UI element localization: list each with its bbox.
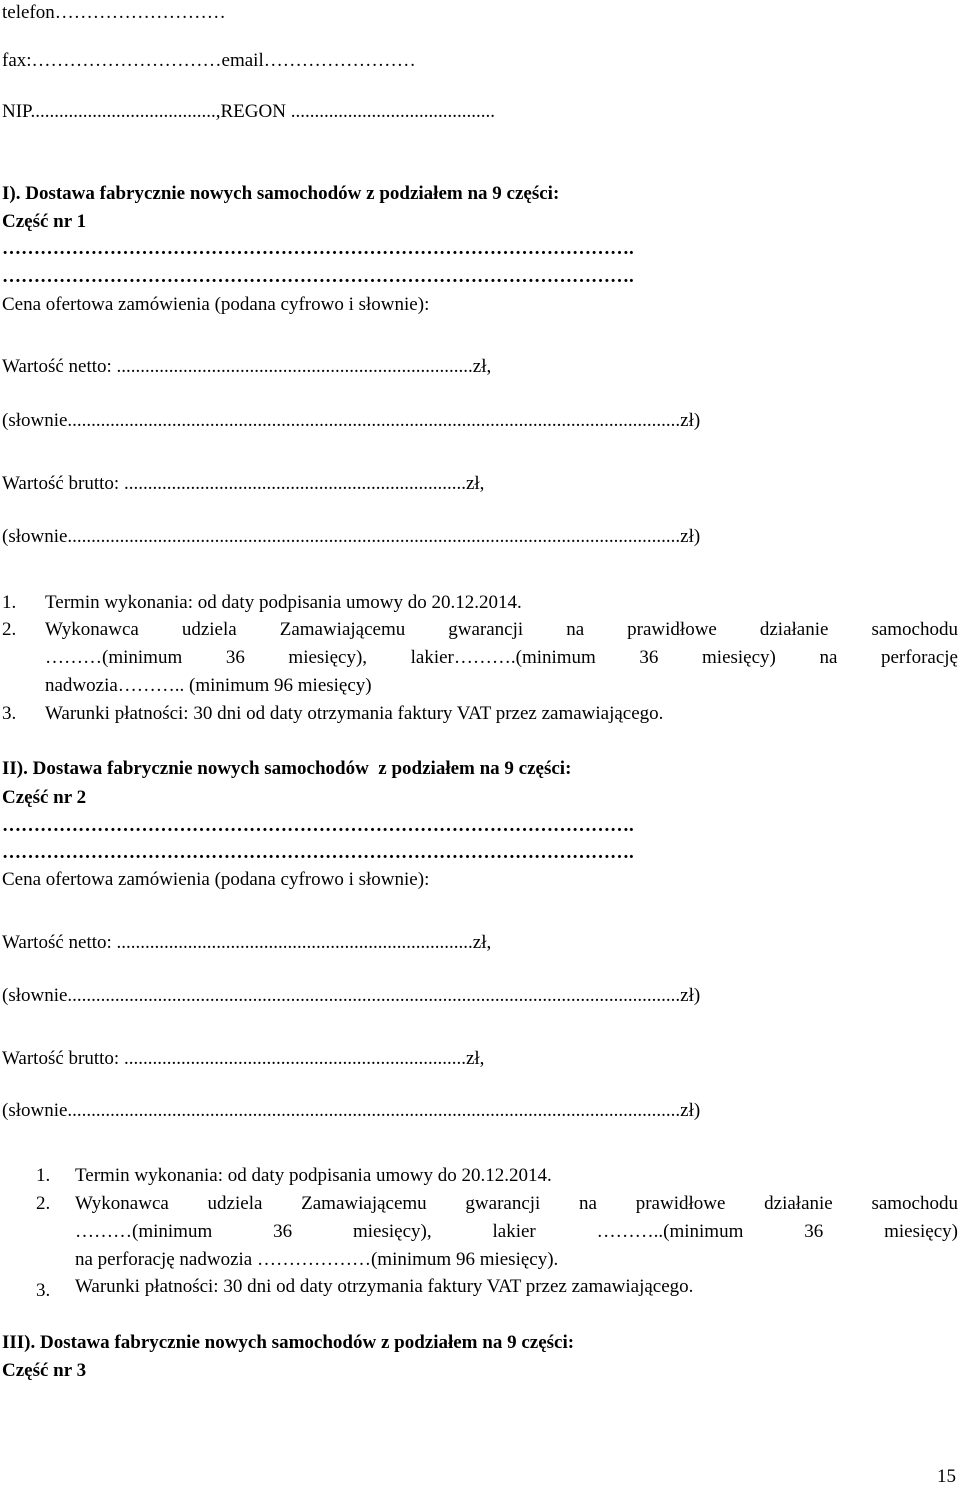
section-2-item-2 xyxy=(2,1193,958,1271)
fax-email-line: fax:…………………………email…………………… xyxy=(2,50,416,71)
section-2-brutto: Wartość brutto: ........................................................................zł, xyxy=(2,1048,485,1069)
item-text: nadwozia……….. (minimum 96 miesięcy) xyxy=(45,675,372,696)
section-2-price-label: Cena ofertowa zamówienia (podana cyfrowo i słownie): xyxy=(2,869,430,890)
item-text: ………(minimum 36 miesięcy), lakier……….(minimum 36 miesięcy) na perforację xyxy=(45,647,958,668)
item-number: 1. xyxy=(2,592,17,613)
telefon-line: telefon……………………… xyxy=(2,2,226,23)
section-2-heading: II). Dostawa fabrycznie nowych samochodów z podziałem na 9 części: xyxy=(2,758,572,779)
section-1-price-label: Cena ofertowa zamówienia (podana cyfrowo i słownie): xyxy=(2,294,430,315)
item-text: Warunki płatności: 30 dni od daty otrzymania faktury VAT przez zamawiającego. xyxy=(75,1276,694,1297)
item-text: na perforację nadwozia ………………(minimum 96 miesięcy). xyxy=(75,1249,559,1270)
item-number: 2. xyxy=(36,1193,51,1214)
section-2-dots-2: ………………………………………………………………………………………. xyxy=(2,842,634,863)
page-number: 15 xyxy=(937,1466,956,1487)
section-1-item-2 xyxy=(2,619,958,697)
item-number: 3. xyxy=(36,1280,51,1301)
section-1-dots-2: ………………………………………………………………………………………. xyxy=(2,266,634,287)
item-text: ………(minimum 36 miesięcy), lakier ………..(minimum 36 miesięcy) xyxy=(75,1221,958,1242)
item-number: 2. xyxy=(2,619,17,640)
section-1-netto: Wartość netto: ...........................................................................zł, xyxy=(2,356,492,377)
section-1-brutto: Wartość brutto: ........................................................................zł, xyxy=(2,473,485,494)
section-2-part: Część nr 2 xyxy=(2,787,87,808)
section-1-brutto-words: (słownie.................................................................................................................................zł) xyxy=(2,526,701,547)
item-text: Termin wykonania: od daty podpisania umowy do 20.12.2014. xyxy=(45,592,522,613)
section-2-item-1 xyxy=(2,1165,958,1187)
section-3-part: Część nr 3 xyxy=(2,1360,87,1381)
item-text: Termin wykonania: od daty podpisania umowy do 20.12.2014. xyxy=(75,1165,552,1186)
section-1-item-1 xyxy=(2,592,958,614)
section-1-dots-1: ………………………………………………………………………………………. xyxy=(2,238,634,259)
section-2-item-3 xyxy=(2,1276,958,1301)
section-2-brutto-words: (słownie.................................................................................................................................zł) xyxy=(2,1100,701,1121)
section-2-dots-1: ………………………………………………………………………………………. xyxy=(2,815,634,836)
item-number: 3. xyxy=(2,703,17,724)
section-1-netto-words: (słownie.................................................................................................................................zł) xyxy=(2,410,701,431)
nip-regon-line: NIP.......................................,REGON ........................................... xyxy=(2,101,495,122)
section-1-item-3 xyxy=(2,703,958,725)
item-text: Wykonawca udziela Zamawiającemu gwarancji na prawidłowe działanie samochodu xyxy=(45,619,958,640)
section-1-part: Część nr 1 xyxy=(2,211,87,232)
section-2-netto-words: (słownie.................................................................................................................................zł) xyxy=(2,985,701,1006)
item-text: Wykonawca udziela Zamawiającemu gwarancji na prawidłowe działanie samochodu xyxy=(75,1193,958,1214)
item-number: 1. xyxy=(36,1165,51,1186)
section-1-heading: I). Dostawa fabrycznie nowych samochodów z podziałem na 9 części: xyxy=(2,183,560,204)
section-2-netto: Wartość netto: ...........................................................................zł, xyxy=(2,932,492,953)
item-text: Warunki płatności: 30 dni od daty otrzymania faktury VAT przez zamawiającego. xyxy=(45,703,664,724)
section-3-heading: III). Dostawa fabrycznie nowych samochodów z podziałem na 9 części: xyxy=(2,1332,575,1353)
